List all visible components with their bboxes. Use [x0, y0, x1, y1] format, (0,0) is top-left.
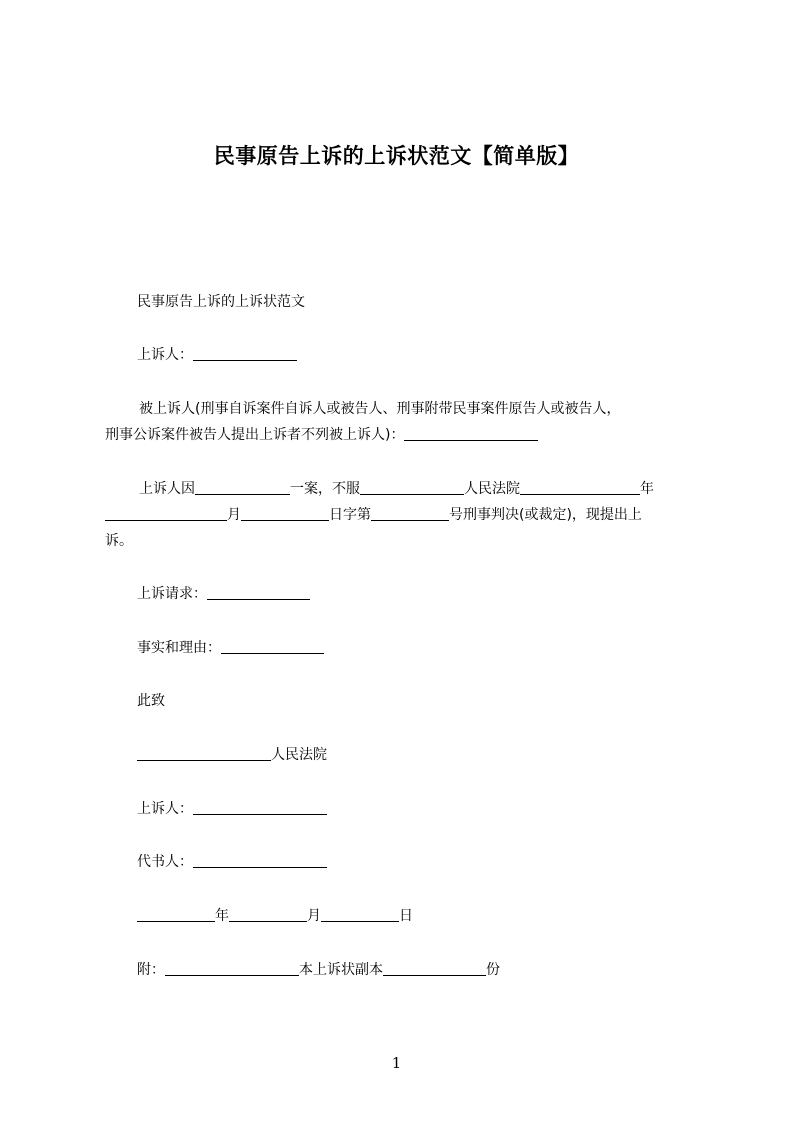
- appellee-line-2: [105, 422, 705, 448]
- case-line-2-b: 日字第: [329, 507, 371, 523]
- claims-label: 上诉请求：: [137, 586, 207, 602]
- case-line-1-d: 年: [640, 481, 654, 497]
- claims-line: [105, 581, 737, 607]
- date-month: 月: [307, 908, 321, 924]
- appellant-sign-line: [105, 796, 737, 822]
- salutation: 此致: [137, 693, 165, 709]
- case-name-blank: [195, 480, 290, 495]
- appellant-line: [105, 342, 737, 368]
- writer-blank: [193, 853, 327, 868]
- writer-label: 代书人：: [137, 854, 193, 870]
- attachment-blank-b: [383, 961, 486, 976]
- year-blank-a: [520, 480, 640, 495]
- page-number: 1: [391, 1054, 402, 1072]
- appellee-blank: [404, 426, 538, 441]
- year-blank-b: [105, 506, 227, 521]
- case-line-1-b: 一案，不服: [290, 481, 360, 497]
- attachment-mid: 本上诉状副本: [299, 962, 383, 978]
- attachment-end: 份: [486, 962, 500, 978]
- court-blank: [360, 480, 464, 495]
- case-line-1: [105, 476, 705, 502]
- claims-blank: [207, 585, 310, 600]
- appellant-sign-label: 上诉人：: [137, 801, 193, 817]
- court-name-blank: [137, 746, 271, 761]
- appellant-blank: [193, 346, 297, 361]
- document-title: 民事原告上诉的上诉状范文【简单版】: [213, 144, 580, 168]
- case-line-3: 诉。: [105, 533, 133, 549]
- case-line-2: [105, 502, 705, 528]
- appellee-paragraph: [105, 396, 705, 448]
- case-line-1-c: 人民法院: [464, 481, 520, 497]
- date-year-blank: [137, 907, 215, 922]
- month-blank: [241, 506, 329, 521]
- appellant-label: 上诉人：: [137, 347, 193, 363]
- date-month-blank: [229, 907, 307, 922]
- date-line: [105, 903, 737, 929]
- appellee-line-1: 被上诉人(刑事自诉案件自诉人或被告人、刑事附带民事案件原告人或被告人，: [139, 401, 621, 417]
- appellant-sign-blank: [193, 800, 327, 815]
- facts-blank: [221, 639, 324, 654]
- facts-line: [105, 635, 737, 661]
- attachment-blank-a: [165, 961, 299, 976]
- facts-label: 事实和理由：: [137, 640, 221, 656]
- court-line: [105, 742, 737, 768]
- court-suffix: 人民法院: [271, 747, 327, 763]
- attachment-label: 附：: [137, 962, 165, 978]
- date-day-blank: [321, 907, 399, 922]
- case-line-2-a: 月: [227, 507, 241, 523]
- subtitle: 民事原告上诉的上诉状范文: [137, 294, 305, 310]
- case-line-1-a: 上诉人因: [139, 481, 195, 497]
- case-line-2-c: 号刑事判决(或裁定)，现提出上: [449, 507, 642, 523]
- date-year: 年: [215, 908, 229, 924]
- appellee-line-2-text: 刑事公诉案件被告人提出上诉者不列被上诉人)：: [105, 427, 405, 443]
- number-blank: [371, 506, 449, 521]
- case-paragraph: [105, 476, 705, 554]
- attachment-line: [105, 957, 737, 983]
- writer-line: [105, 849, 737, 875]
- date-day: 日: [399, 908, 413, 924]
